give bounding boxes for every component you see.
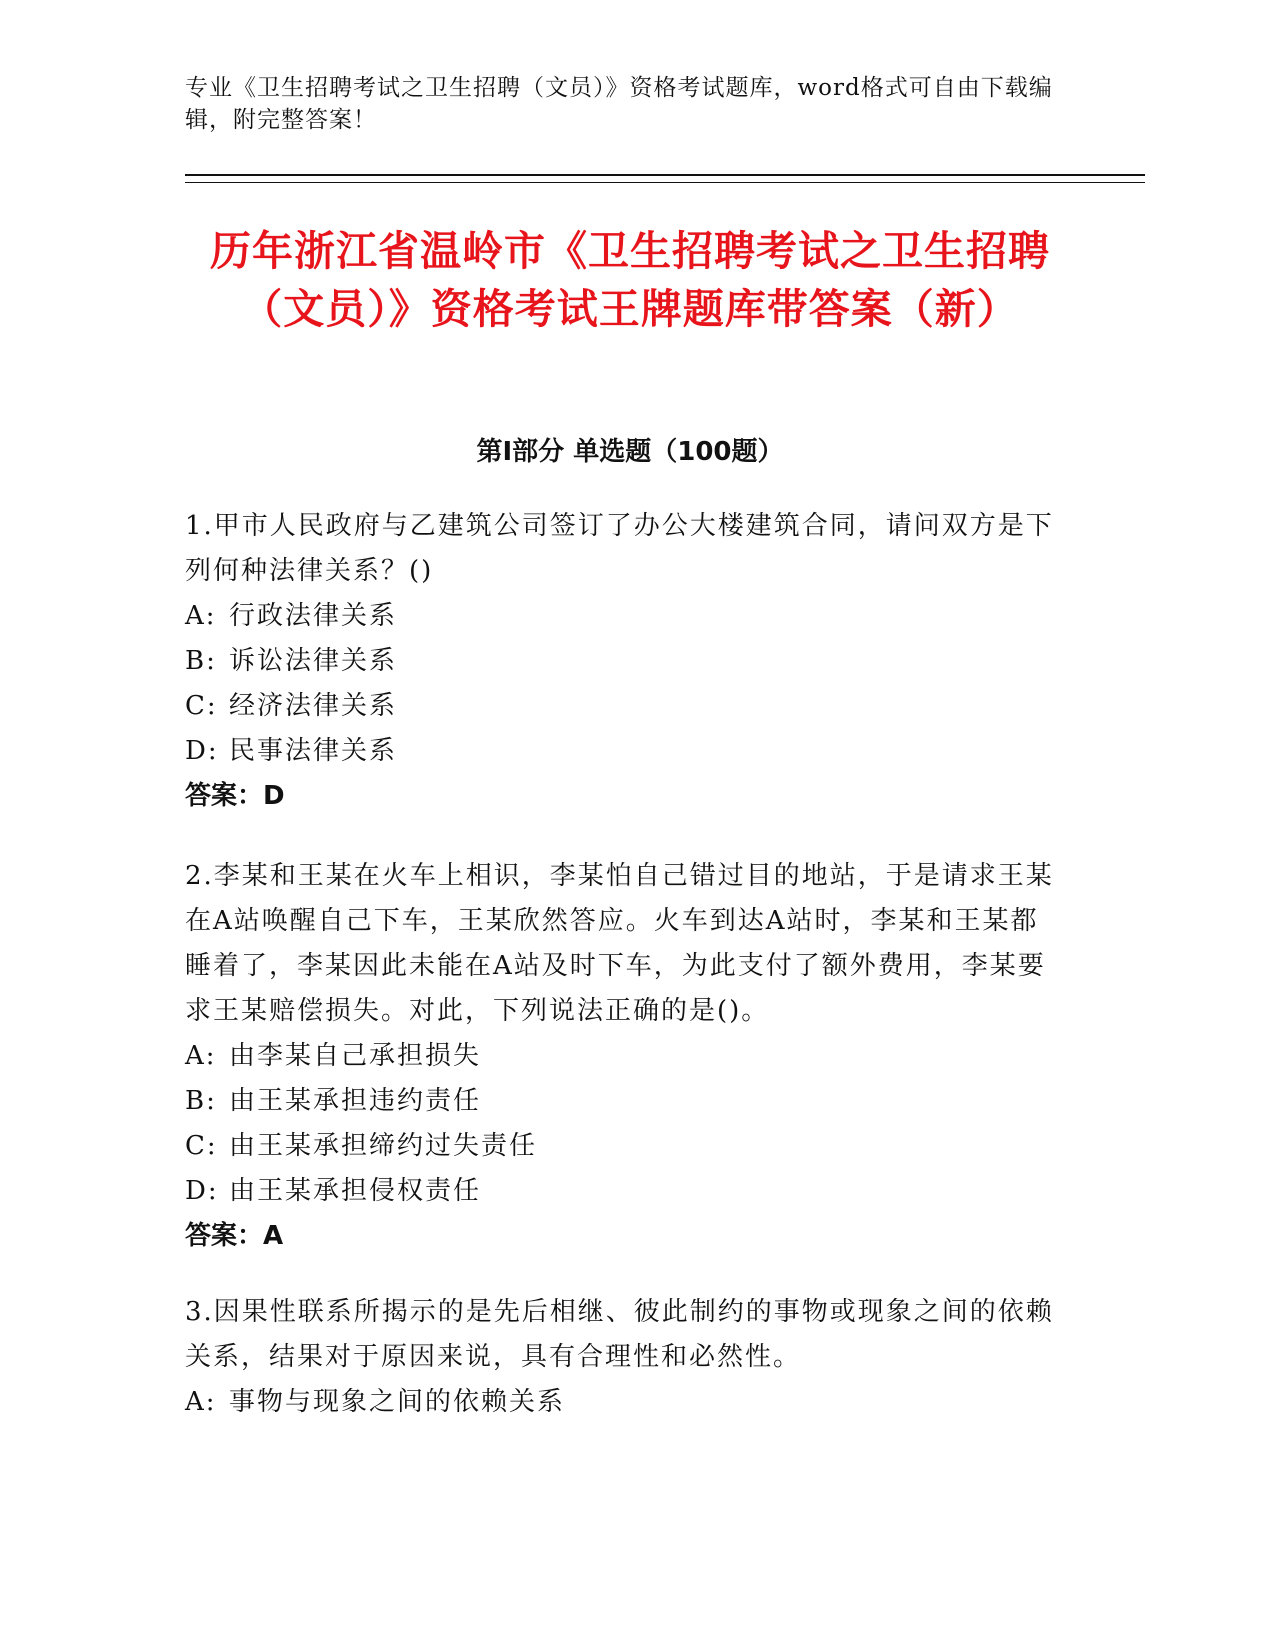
option-key: D:	[185, 1176, 219, 1206]
option-key: A:	[185, 1041, 217, 1071]
option-text: 由王某承担侵权责任	[229, 1176, 482, 1206]
question-1	[185, 504, 1065, 819]
header-divider-thick	[185, 174, 1145, 176]
option-text: 由李某自己承担损失	[229, 1041, 482, 1071]
question-stem: 2.李某和王某在火车上相识，李某怕自己错过目的地站，于是请求王某在A站唤醒自己下车，王某欣然答应。火车到达A站时，李某和王某都睡着了，李某因此未能在A站及时下车，为此支付了额外费用，李某要求王某赔偿损失。对此，下列说法正确的是()。	[185, 861, 1054, 1026]
option-text: 民事法律关系	[229, 736, 398, 766]
option-text: 由王某承担违约责任	[229, 1086, 482, 1116]
section-title: 第Ⅰ部分 单选题（100题）	[476, 437, 784, 467]
answer-label: 答案：D	[185, 781, 285, 811]
header-divider-thin	[185, 182, 1145, 183]
option-key: B:	[185, 1086, 217, 1116]
option-text: 行政法律关系	[229, 601, 398, 631]
option-a	[185, 594, 1065, 639]
option-d	[185, 729, 1065, 774]
question-3	[185, 1290, 1065, 1425]
question-stem: 3.因果性联系所揭示的是先后相继、彼此制约的事物或现象之间的依赖关系，结果对于原因来说，具有合理性和必然性。	[185, 1297, 1054, 1372]
option-d	[185, 1169, 1065, 1214]
option-text: 经济法律关系	[229, 691, 398, 721]
answer-label: 答案：A	[185, 1221, 284, 1251]
option-a	[185, 1380, 1065, 1425]
option-b	[185, 1079, 1065, 1124]
option-c	[185, 684, 1065, 729]
option-key: A:	[185, 601, 217, 631]
header-note: 专业《卫生招聘考试之卫生招聘（文员）》资格考试题库，word格式可自由下载编辑，附完整答案！	[185, 75, 1053, 133]
option-b	[185, 639, 1065, 684]
option-a	[185, 1034, 1065, 1079]
option-key: C:	[185, 1131, 218, 1161]
option-key: D:	[185, 736, 219, 766]
option-text: 诉讼法律关系	[229, 646, 398, 676]
document-title: 历年浙江省温岭市《卫生招聘考试之卫生招聘（文员）》资格考试王牌题库带答案（新）	[210, 227, 1050, 333]
question-stem: 1.甲市人民政府与乙建筑公司签订了办公大楼建筑合同，请问双方是下列何种法律关系？()	[185, 511, 1054, 586]
question-2	[185, 854, 1065, 1259]
option-c	[185, 1124, 1065, 1169]
option-key: B:	[185, 646, 217, 676]
option-text: 事物与现象之间的依赖关系	[229, 1387, 566, 1417]
option-text: 由王某承担缔约过失责任	[229, 1131, 538, 1161]
option-key: C:	[185, 691, 218, 721]
option-key: A:	[185, 1387, 217, 1417]
